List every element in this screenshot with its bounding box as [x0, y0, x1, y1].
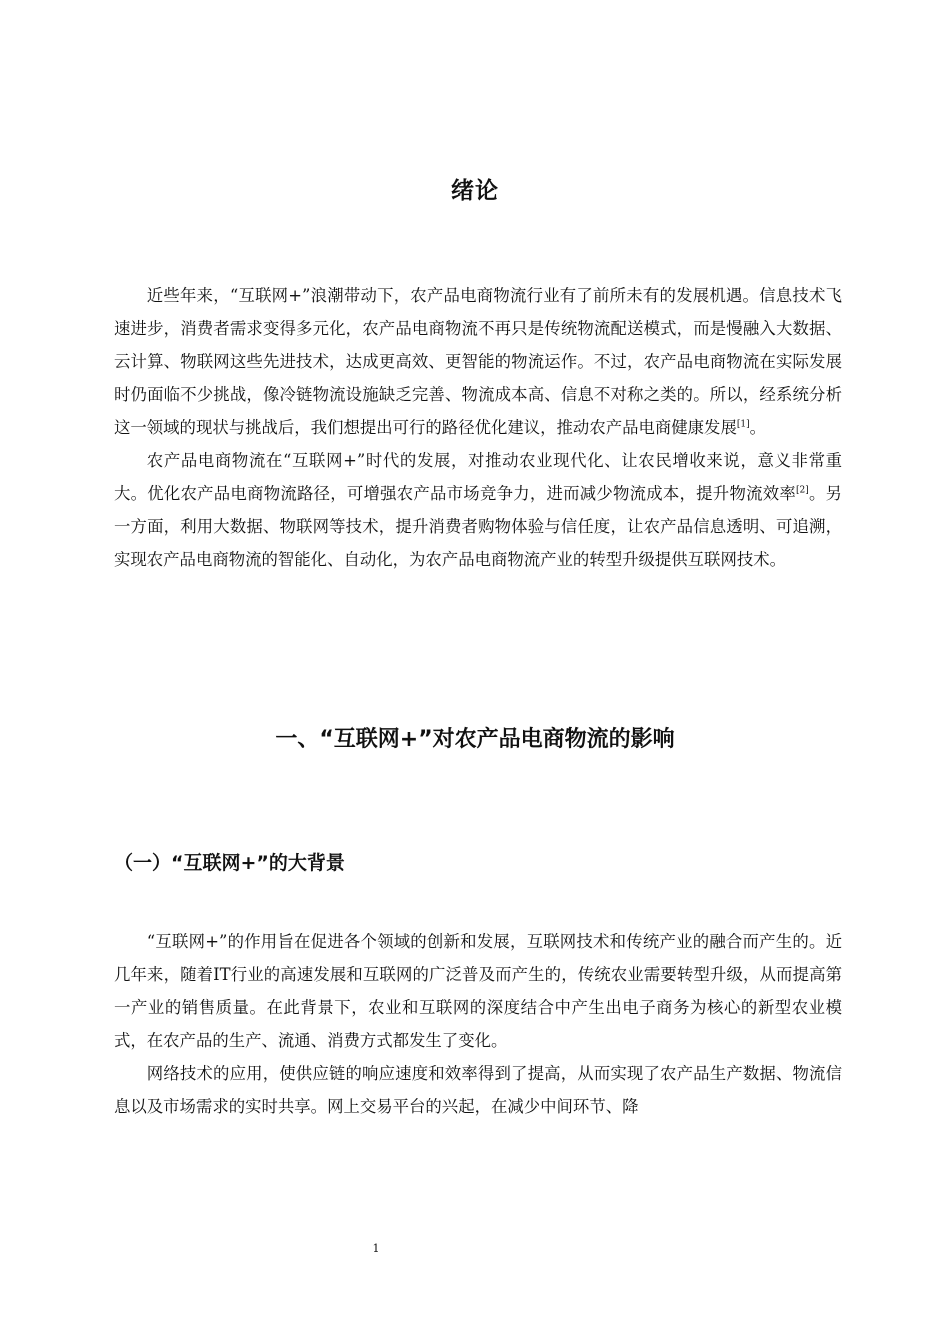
subsection-1-paragraph-1: “互联网+”的作用旨在促进各个领域的创新和发展，互联网技术和传统产业的融合而产生的。近几年来，随着IT行业的高速发展和互联网的广泛普及而产生的，传统农业需要转型升级，从而提高第一产业的销售质量。在此背景下，农业和互联网的深度结合中产生出电子商务为核心的新型农业模式，在农产品的生产、流通、消费方式都发生了变化。 [114, 932, 842, 1050]
page-number: 1 [372, 1242, 380, 1255]
page-title: 绪论 [451, 178, 499, 204]
intro-paragraph-2-text-a: 农产品电商物流在“互联网+”时代的发展，对推动农业现代化、让农民增收来说，意义非常重大。优化农产品电商物流路径，可增强农产品市场竞争力，进而减少物流成本，提升物流效率 [114, 451, 842, 503]
subsection-1-body [114, 925, 842, 1123]
intro-paragraph-1 [114, 279, 842, 444]
intro-paragraph-2 [114, 444, 842, 576]
intro-paragraph-1-text: 近些年来，“互联网+”浪潮带动下，农产品电商物流行业有了前所未有的发展机遇。信息技术飞速进步，消费者需求变得多元化，农产品电商物流不再只是传统物流配送模式，而是慢融入大数据、云计算、物联网这些先进技术，达成更高效、更智能的物流运作。不过，农产品电商物流在实际发展时仍面临不少挑战，像冷链物流设施缺乏完善、物流成本高、信息不对称之类的。所以，经系统分析这一领域的现状与挑战后，我们想提出可行的路径优化建议，推动农产品电商健康发展 [114, 286, 842, 437]
citation-2[interactable]: [2] [795, 485, 809, 496]
intro-paragraph-1-tail: 。 [749, 418, 766, 437]
intro-section [114, 279, 842, 576]
subsection-1-heading: （一）“互联网+”的大背景 [114, 852, 345, 874]
intro-paragraph-2-text-b: 。另一方面，利用大数据、物联网等技术，提升消费者购物体验与信任度，让农产品信息透明、可追溯，实现农产品电商物流的智能化、自动化，为农产品电商物流产业的转型升级提供互联网技术。 [114, 484, 843, 569]
citation-1[interactable]: [1] [736, 419, 750, 430]
subsection-1-paragraph-2: 网络技术的应用，使供应链的响应速度和效率得到了提高，从而实现了农产品生产数据、物流信息以及市场需求的实时共享。网上交易平台的兴起，在减少中间环节、降 [114, 1064, 842, 1116]
section-1-heading: 一、“互联网+”对农产品电商物流的影响 [275, 727, 675, 752]
